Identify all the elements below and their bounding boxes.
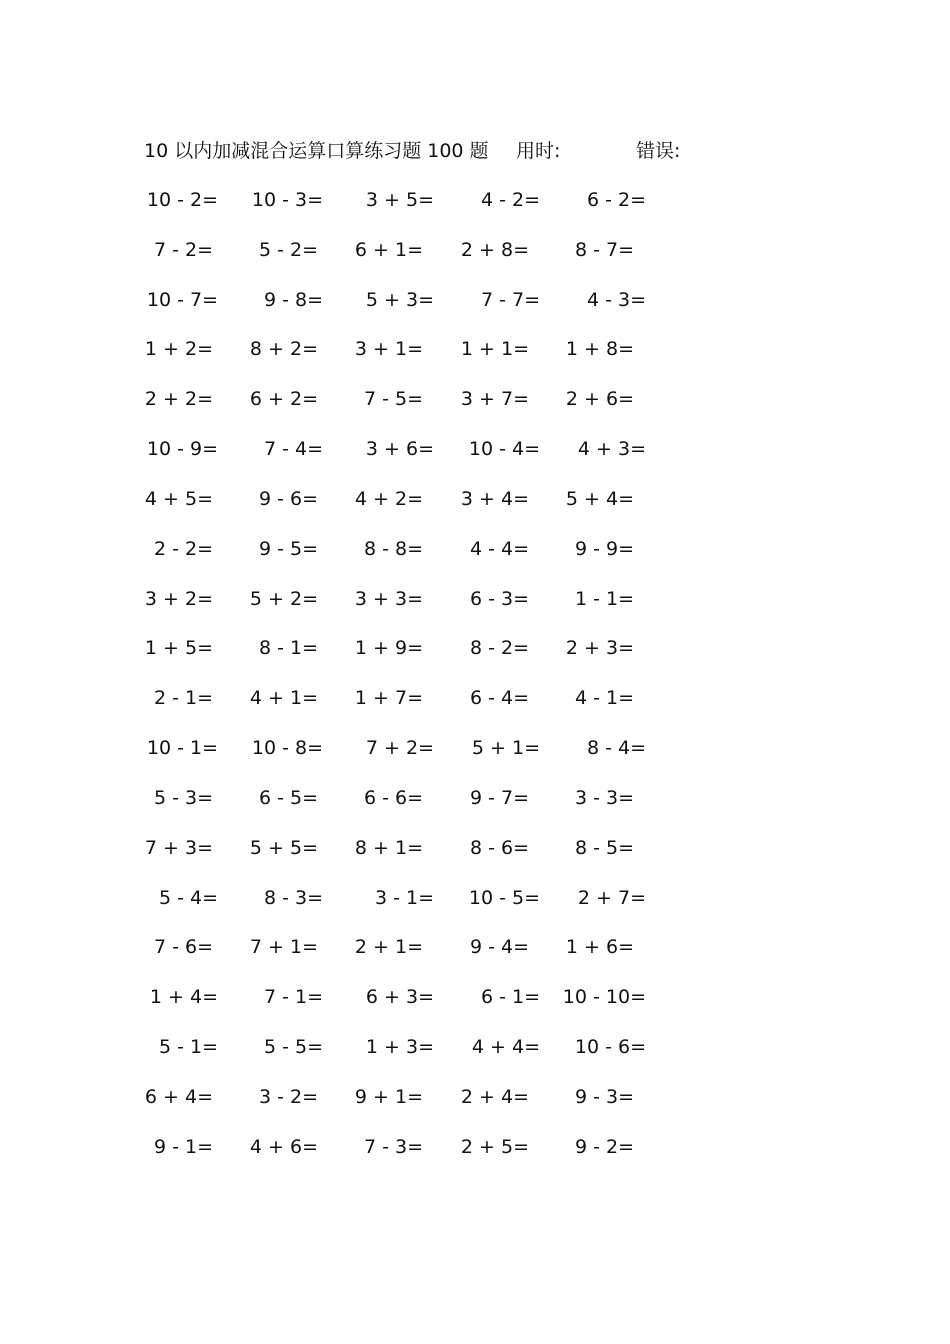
problem-item: 1 + 6= xyxy=(565,936,634,959)
problem-item: 2 + 2= xyxy=(144,388,213,411)
time-used-label: 用时: xyxy=(516,140,561,162)
problem-item: 9 - 8= xyxy=(263,288,323,311)
problem-row xyxy=(0,1031,950,1081)
errors-label: 错误: xyxy=(636,140,681,162)
problem-item: 1 + 2= xyxy=(144,338,213,361)
problem-item: 10 - 5= xyxy=(468,886,540,909)
problem-item: 4 + 6= xyxy=(249,1135,318,1158)
problem-item: 2 + 4= xyxy=(460,1085,529,1108)
problem-item: 3 - 1= xyxy=(374,886,434,909)
problem-item: 6 - 5= xyxy=(258,786,318,809)
problem-item: 4 + 1= xyxy=(249,687,318,710)
problem-item: 9 - 5= xyxy=(258,537,318,560)
problem-item: 3 + 4= xyxy=(460,487,529,510)
problem-row xyxy=(0,184,950,234)
problem-item: 4 + 3= xyxy=(577,438,646,461)
problem-item: 9 - 1= xyxy=(153,1135,213,1158)
problem-item: 8 - 6= xyxy=(469,836,529,859)
problem-row xyxy=(0,931,950,981)
problem-row xyxy=(0,333,950,383)
problem-item: 9 - 6= xyxy=(258,487,318,510)
problem-item: 7 - 4= xyxy=(263,438,323,461)
problem-row xyxy=(0,732,950,782)
problem-item: 7 - 6= xyxy=(153,936,213,959)
problem-item: 5 + 1= xyxy=(471,737,540,760)
problem-item: 6 + 1= xyxy=(354,238,423,261)
problem-item: 6 - 1= xyxy=(480,986,540,1009)
problem-row xyxy=(0,284,950,334)
problem-item: 2 + 7= xyxy=(577,886,646,909)
problem-item: 6 - 2= xyxy=(586,189,646,211)
problem-item: 4 + 4= xyxy=(471,1036,540,1059)
problem-item: 10 - 4= xyxy=(468,438,540,461)
problem-item: 1 + 5= xyxy=(144,637,213,660)
problem-item: 5 - 2= xyxy=(258,238,318,261)
problem-item: 7 - 1= xyxy=(263,986,323,1009)
problem-item: 6 - 6= xyxy=(363,786,423,809)
problem-item: 3 - 3= xyxy=(574,786,634,809)
problem-row xyxy=(0,383,950,433)
worksheet-title: 10 以内加减混合运算口算练习题 100 题 xyxy=(144,140,489,162)
problem-item: 2 + 8= xyxy=(460,238,529,261)
problem-item: 8 - 2= xyxy=(469,637,529,660)
problem-item: 4 - 4= xyxy=(469,537,529,560)
problem-item: 5 + 4= xyxy=(565,487,634,510)
problem-item: 7 - 3= xyxy=(363,1135,423,1158)
problem-item: 1 + 4= xyxy=(149,986,218,1009)
problem-item: 2 + 1= xyxy=(354,936,423,959)
problem-item: 5 + 5= xyxy=(249,836,318,859)
problem-item: 10 - 3= xyxy=(251,189,323,211)
problem-row xyxy=(0,483,950,533)
problem-row xyxy=(0,1081,950,1131)
problem-item: 10 - 10= xyxy=(562,986,646,1009)
problem-item: 10 - 6= xyxy=(574,1036,646,1059)
problem-item: 9 + 1= xyxy=(354,1085,423,1108)
problem-item: 9 - 9= xyxy=(574,537,634,560)
problem-item: 10 - 1= xyxy=(146,737,218,760)
problem-item: 6 - 4= xyxy=(469,687,529,710)
problem-item: 8 - 3= xyxy=(263,886,323,909)
problem-item: 5 - 5= xyxy=(263,1036,323,1059)
problem-row xyxy=(0,533,950,583)
problem-row xyxy=(0,1131,950,1181)
problem-item: 3 + 1= xyxy=(354,338,423,361)
problem-item: 6 + 2= xyxy=(249,388,318,411)
problem-item: 5 + 3= xyxy=(365,288,434,311)
problem-item: 1 + 9= xyxy=(354,637,423,660)
problem-item: 1 + 7= xyxy=(354,687,423,710)
problem-item: 8 - 1= xyxy=(258,637,318,660)
problem-item: 7 + 3= xyxy=(144,836,213,859)
problem-item: 3 + 3= xyxy=(354,587,423,610)
problem-item: 9 - 3= xyxy=(574,1085,634,1108)
problem-item: 1 + 3= xyxy=(365,1036,434,1059)
problem-item: 5 + 2= xyxy=(249,587,318,610)
problem-item: 9 - 2= xyxy=(574,1135,634,1158)
problem-row xyxy=(0,832,950,882)
problem-item: 8 + 1= xyxy=(354,836,423,859)
problem-item: 7 - 7= xyxy=(480,288,540,311)
problem-item: 6 + 4= xyxy=(144,1085,213,1108)
problem-item: 8 - 8= xyxy=(363,537,423,560)
problem-item: 4 - 3= xyxy=(586,288,646,311)
problem-item: 7 + 2= xyxy=(365,737,434,760)
problem-row xyxy=(0,234,950,284)
problem-item: 9 - 7= xyxy=(469,786,529,809)
problem-row xyxy=(0,981,950,1031)
problem-item: 10 - 8= xyxy=(251,737,323,760)
problem-item: 2 + 6= xyxy=(565,388,634,411)
problem-item: 2 - 1= xyxy=(153,687,213,710)
problem-row xyxy=(0,632,950,682)
problem-row xyxy=(0,583,950,633)
problem-row xyxy=(0,433,950,483)
problem-item: 8 - 5= xyxy=(574,836,634,859)
problem-item: 3 + 6= xyxy=(365,438,434,461)
problem-item: 3 + 5= xyxy=(365,189,434,211)
problem-item: 7 + 1= xyxy=(249,936,318,959)
problem-item: 3 + 2= xyxy=(144,587,213,610)
problem-item: 5 - 4= xyxy=(158,886,218,909)
problem-item: 8 - 7= xyxy=(574,238,634,261)
problem-item: 1 - 1= xyxy=(574,587,634,610)
problem-item: 10 - 2= xyxy=(146,189,218,211)
problem-row xyxy=(0,882,950,932)
problem-item: 2 + 3= xyxy=(565,637,634,660)
problem-item: 2 - 2= xyxy=(153,537,213,560)
problem-item: 7 - 5= xyxy=(363,388,423,411)
problem-grid xyxy=(0,184,950,1181)
problem-item: 3 - 2= xyxy=(258,1085,318,1108)
problem-item: 1 + 1= xyxy=(460,338,529,361)
problem-item: 6 + 3= xyxy=(365,986,434,1009)
problem-item: 7 - 2= xyxy=(153,238,213,261)
problem-item: 5 - 3= xyxy=(153,786,213,809)
problem-item: 4 + 2= xyxy=(354,487,423,510)
problem-item: 10 - 7= xyxy=(146,288,218,311)
problem-item: 9 - 4= xyxy=(469,936,529,959)
problem-item: 10 - 9= xyxy=(146,438,218,461)
problem-row xyxy=(0,682,950,732)
problem-row xyxy=(0,782,950,832)
problem-item: 4 - 1= xyxy=(574,687,634,710)
problem-item: 8 + 2= xyxy=(249,338,318,361)
problem-item: 5 - 1= xyxy=(158,1036,218,1059)
problem-item: 6 - 3= xyxy=(469,587,529,610)
problem-item: 4 + 5= xyxy=(144,487,213,510)
problem-item: 2 + 5= xyxy=(460,1135,529,1158)
problem-item: 8 - 4= xyxy=(586,737,646,760)
problem-item: 4 - 2= xyxy=(480,189,540,211)
problem-item: 3 + 7= xyxy=(460,388,529,411)
worksheet-header xyxy=(144,136,744,166)
problem-item: 1 + 8= xyxy=(565,338,634,361)
